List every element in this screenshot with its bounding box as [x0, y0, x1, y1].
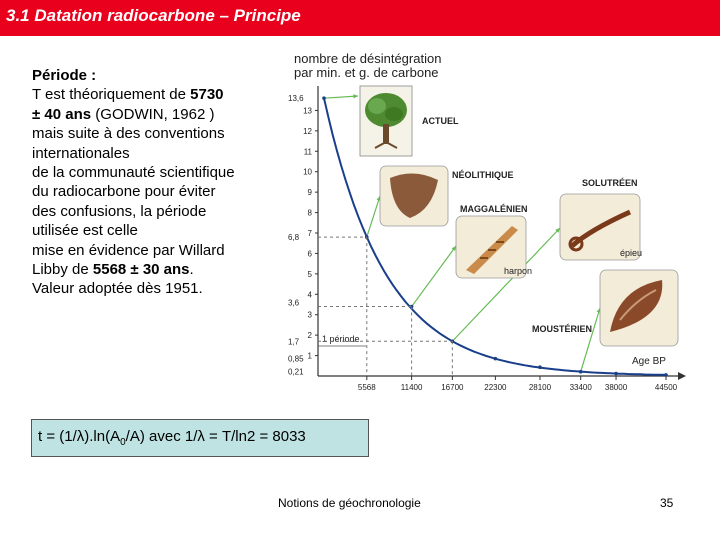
body-line-1b: 5730 — [190, 86, 224, 104]
data-point — [322, 96, 326, 100]
neolithique-illustration — [380, 166, 448, 226]
data-point — [494, 357, 498, 361]
label-harpon: harpon — [504, 266, 533, 276]
page-number: 35 — [660, 496, 674, 510]
y-tick-label: 4 — [307, 290, 312, 300]
body-line-2b: (GODWIN, 1962 ) — [91, 105, 215, 123]
body-text — [32, 66, 282, 299]
x-tick-label: 44500 — [654, 383, 678, 392]
data-point — [614, 372, 618, 376]
body-line-10b: 5568 ± 30 ans — [92, 261, 190, 279]
label-epieu: épieu — [620, 248, 643, 258]
y-tick-label: 7 — [307, 229, 312, 238]
x-tick-label: 11400 — [400, 383, 423, 392]
x-tick-label: 33400 — [569, 383, 592, 392]
data-point — [538, 365, 542, 369]
chart-title-line-1: nombre de désintégration — [294, 51, 442, 66]
y-tick-label: 1 — [307, 351, 312, 361]
label-maggalenien: MAGGALÉNIEN — [460, 204, 528, 214]
formula-text — [38, 428, 306, 448]
y-tick-label: 10 — [303, 167, 312, 177]
y-special-label: 0,85 — [288, 354, 304, 364]
formula-part-2: /A) avec 1/λ = T/ln2 = 8033 — [125, 428, 306, 445]
chart-title-line-2: par min. et g. de carbone — [294, 65, 439, 80]
body-line-3: mais suite à des conventions — [32, 125, 225, 143]
data-point — [664, 373, 668, 377]
label-solutreen: SOLUTRÉEN — [582, 178, 638, 188]
y-tick-label: 5 — [307, 269, 312, 279]
y-tick-label: 12 — [303, 126, 312, 136]
y-tick-label: 13 — [303, 106, 312, 116]
footer-title: Notions de géochronologie — [278, 496, 421, 510]
slide-title: 3.1 Datation radiocarbone – Principe — [6, 6, 301, 25]
x-tick-label: 28100 — [528, 383, 552, 392]
body-line-10c: . — [189, 261, 194, 279]
y-special-label: 6,8 — [288, 233, 300, 243]
formula-part-1: t = (1/λ).ln(A — [38, 428, 121, 445]
y-tick-label: 9 — [307, 188, 312, 198]
x-tick-label: 16700 — [441, 383, 464, 392]
y-tick-label: 6 — [307, 249, 312, 259]
label-mousterien: MOUSTÉRIEN — [532, 324, 593, 334]
mousterien-illustration — [600, 270, 678, 346]
body-line-8: utilisée est celle — [32, 222, 138, 240]
body-line-11: Valeur adoptée dès 1951. — [32, 280, 203, 298]
y-special-label: 1,7 — [288, 337, 300, 347]
decay-chart — [284, 46, 690, 402]
body-line-4: internationales — [32, 144, 130, 162]
title-bar — [0, 0, 720, 36]
formula-subscript: 0 — [120, 437, 126, 448]
body-heading: Période : — [32, 67, 97, 84]
body-line-10a: Libby de — [32, 261, 93, 279]
x-tick-label: 38000 — [604, 383, 628, 392]
data-point — [579, 370, 583, 374]
body-line-5: de la communauté scientifique — [32, 164, 235, 182]
x-axis-label: Age BP — [632, 356, 666, 367]
y-tick-label: 11 — [303, 147, 312, 157]
formula-box — [31, 419, 369, 457]
y-special-label: 13,6 — [288, 94, 304, 104]
x-tick-label: 22300 — [484, 383, 507, 392]
periode-label: 1 période — [322, 334, 360, 344]
label-actuel: ACTUEL — [422, 116, 459, 126]
body-line-7: des confusions, la période — [32, 202, 207, 220]
body-line-1a: T est théoriquement de — [32, 86, 191, 104]
tree-illustration — [360, 86, 412, 156]
label-neolithique: NÉOLITHIQUE — [452, 170, 514, 180]
y-tick-label: 2 — [307, 331, 312, 341]
y-tick-label: 3 — [307, 310, 312, 320]
body-line-9: mise en évidence par Willard — [32, 241, 225, 259]
y-special-label: 3,6 — [288, 298, 300, 308]
y-special-label: 0,21 — [288, 367, 304, 377]
x-tick-label: 5568 — [357, 383, 376, 392]
body-line-6: du radiocarbone pour éviter — [32, 183, 216, 201]
body-line-2a: ± 40 ans — [32, 105, 92, 123]
y-tick-label: 8 — [307, 208, 312, 218]
